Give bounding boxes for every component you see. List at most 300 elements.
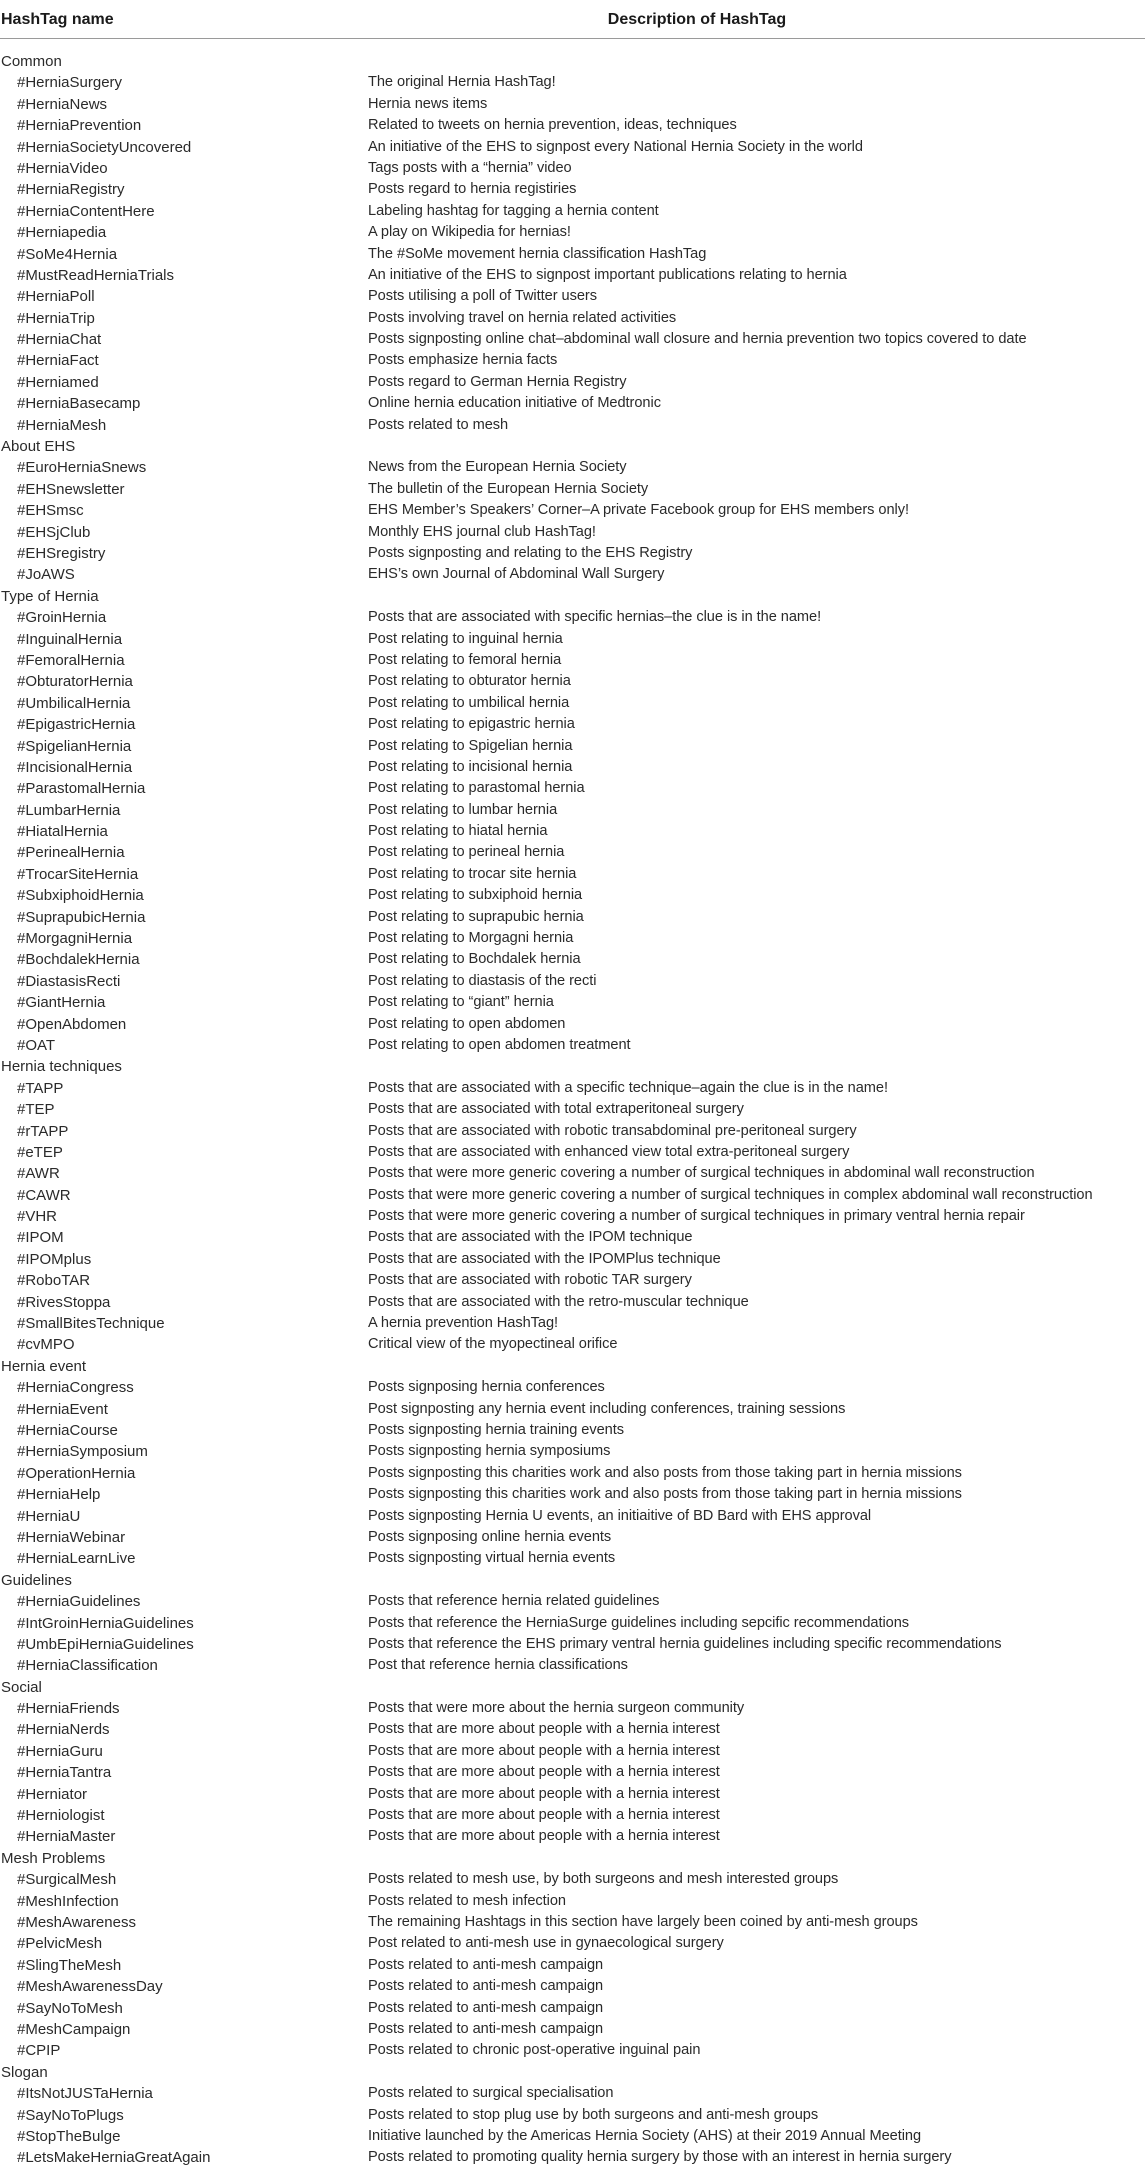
table-body	[0, 51, 1145, 2169]
category-empty-cell	[369, 1677, 1145, 1698]
hashtag-name: #SayNoToPlugs	[17, 2106, 124, 2124]
category-label: Slogan	[1, 2063, 48, 2081]
hashtag-description: Posts related to promoting quality hernia surgery by those with an interest in hernia surgery	[368, 2149, 952, 2166]
table-row	[0, 137, 1145, 158]
category-empty-cell	[369, 436, 1145, 457]
hashtag-description: A hernia prevention HashTag!	[368, 1315, 559, 1332]
hashtag-name: #IntGroinHerniaGuidelines	[17, 1614, 194, 1632]
hashtag-description: The bulletin of the European Hernia Society	[368, 480, 649, 497]
hashtag-name: #HerniaGuru	[17, 1742, 103, 1760]
hashtag-description: Posts that were more generic covering a number of surgical techniques in complex abdominal wall reconstruction	[368, 1186, 1093, 1203]
table-row	[0, 714, 1145, 735]
hashtag-name: #HerniaSymposium	[17, 1443, 148, 1461]
hashtag-name: #StopTheBulge	[17, 2127, 121, 2145]
table-row	[0, 693, 1145, 714]
table-row	[0, 1377, 1145, 1398]
hashtag-name: #HerniaCourse	[17, 1422, 118, 1439]
table-row	[0, 992, 1145, 1013]
hashtag-description: Post relating to epigastric hernia	[368, 716, 575, 733]
table-row	[0, 500, 1145, 521]
category-empty-cell	[369, 51, 1145, 72]
hashtag-name: #VHR	[17, 1208, 58, 1226]
hashtag-name: #HerniaFriends	[17, 1700, 120, 1718]
category-row	[0, 51, 1145, 72]
table-row	[0, 1548, 1145, 1569]
table-header	[0, 0, 1145, 39]
hashtag-description: Post relating to Morgagni hernia	[368, 930, 574, 947]
hashtag-description: Posts that were more generic covering a number of surgical techniques in abdominal wall reconstruction	[368, 1165, 1035, 1182]
hashtag-name: #IncisionalHernia	[17, 758, 133, 776]
table-row	[0, 1227, 1145, 1248]
table-row	[0, 350, 1145, 371]
hashtag-name: #CAWR	[17, 1186, 71, 1204]
hashtag-description: Posts utilising a poll of Twitter users	[368, 288, 597, 305]
hashtag-name: #HiatalHernia	[17, 823, 108, 841]
table-row	[0, 800, 1145, 821]
hashtag-description: Posts that are associated with total extraperitoneal surgery	[368, 1101, 744, 1118]
table-row	[0, 1826, 1145, 1847]
table-row	[0, 1762, 1145, 1783]
hashtag-description: Posts that are more about people with a hernia interest	[368, 1828, 720, 1845]
table-row	[0, 1976, 1145, 1997]
header-description: Description of HashTag	[607, 11, 787, 28]
table-row	[0, 928, 1145, 949]
table-row	[0, 2083, 1145, 2104]
hashtag-name: #SubxiphoidHernia	[17, 887, 144, 905]
hashtag-description: Post relating to umbilical hernia	[368, 694, 570, 711]
table-row	[0, 821, 1145, 842]
hashtag-description: Post relating to parastomal hernia	[368, 780, 585, 797]
hashtag-description: Posts related to surgical specialisation	[368, 2085, 614, 2102]
category-label: Hernia event	[1, 1357, 87, 1375]
hashtag-description: An initiative of the EHS to signpost every National Hernia Society in the world	[368, 138, 863, 155]
hashtag-name: #IPOM	[17, 1229, 64, 1247]
table-row	[0, 479, 1145, 500]
table-row	[0, 1399, 1145, 1420]
hashtag-description: Posts that reference hernia related guidelines	[368, 1593, 660, 1610]
table-row	[0, 1698, 1145, 1719]
hashtag-description: Posts that reference the HerniaSurge guidelines including sepcific recommendations	[368, 1614, 910, 1631]
hashtag-name: #HerniaSurgery	[17, 74, 123, 92]
table-row	[0, 1719, 1145, 1740]
table-row	[0, 607, 1145, 628]
hashtag-description: EHS Member’s Speakers’ Corner–A private Facebook group for EHS members only!	[368, 502, 910, 519]
hashtag-name: #CPIP	[17, 2042, 61, 2060]
category-empty-cell	[369, 1570, 1145, 1591]
hashtag-description: Posts regard to hernia registiries	[368, 181, 577, 198]
hashtag-name: #HerniaNerds	[17, 1721, 110, 1739]
category-row	[0, 586, 1145, 607]
hashtag-description: Post relating to hiatal hernia	[368, 823, 548, 840]
hashtag-description: Post relating to Bochdalek hernia	[368, 951, 581, 968]
hashtag-name: #SoMe4Hernia	[17, 245, 118, 263]
hashtag-name: #LumbarHernia	[17, 801, 121, 819]
hashtag-name: #SayNoToMesh	[17, 1999, 123, 2017]
hashtag-name: #EHSmsc	[17, 502, 84, 520]
hashtag-description: Posts signposing online hernia events	[368, 1528, 612, 1545]
hashtag-description: Post relating to inguinal hernia	[368, 630, 563, 647]
table-row	[0, 1998, 1145, 2019]
category-row	[0, 1056, 1145, 1077]
table-row	[0, 72, 1145, 93]
hashtag-name: #GiantHernia	[17, 994, 106, 1012]
hashtag-name: #DiastasisRecti	[17, 972, 121, 990]
table-row	[0, 2105, 1145, 2126]
table-row	[0, 778, 1145, 799]
hashtag-name: #HerniaPrevention	[17, 117, 142, 135]
hashtag-name: #Herniologist	[17, 1807, 105, 1825]
hashtag-description: Posts related to chronic post-operative inguinal pain	[368, 2042, 701, 2059]
table-row	[0, 1099, 1145, 1120]
hashtag-description: Posts that are associated with the IPOMPlus technique	[368, 1250, 721, 1267]
table-row	[0, 1035, 1145, 1056]
table-row	[0, 650, 1145, 671]
hashtag-description: Posts that are more about people with a hernia interest	[368, 1742, 720, 1759]
hashtag-name: #HerniaRegistry	[17, 181, 125, 199]
hashtag-name: #SmallBitesTechnique	[17, 1315, 165, 1333]
hashtag-name: #GroinHernia	[17, 609, 107, 627]
table-row	[0, 842, 1145, 863]
hashtag-name: #EuroHerniaSnews	[17, 459, 147, 477]
category-label: Mesh Problems	[1, 1849, 106, 1867]
hashtag-description: Post relating to diastasis of the recti	[368, 972, 597, 989]
category-empty-cell	[369, 586, 1145, 607]
hashtag-name: #HerniaMesh	[17, 416, 107, 434]
hashtag-description: Posts related to anti-mesh campaign	[368, 1978, 604, 1995]
hashtag-description: Posts that are associated with a specific technique–again the clue is in the name!	[368, 1079, 888, 1096]
table-row	[0, 1784, 1145, 1805]
hashtag-name: #HerniaVideo	[17, 159, 108, 177]
hashtag-description: Post relating to perineal hernia	[368, 844, 565, 861]
table-row	[0, 1441, 1145, 1462]
table-row	[0, 1292, 1145, 1313]
table-row	[0, 522, 1145, 543]
table-row	[0, 158, 1145, 179]
hashtag-description: Posts that are more about people with a hernia interest	[368, 1721, 720, 1738]
category-empty-cell	[369, 1848, 1145, 1869]
hashtag-description: A play on Wikipedia for hernias!	[368, 224, 571, 241]
table-row	[0, 308, 1145, 329]
hashtag-name: #Herniator	[17, 1785, 88, 1803]
hashtag-name: #MustReadHerniaTrials	[17, 266, 175, 284]
table-row	[0, 1613, 1145, 1634]
table-row	[0, 1270, 1145, 1291]
hashtag-description: Posts related to mesh	[368, 416, 509, 433]
hashtag-name: #rTAPP	[17, 1122, 69, 1140]
table-row	[0, 2019, 1145, 2040]
hashtag-name: #HerniaClassification	[17, 1657, 158, 1675]
table-row	[0, 1634, 1145, 1655]
table-row	[0, 1869, 1145, 1890]
category-row	[0, 1356, 1145, 1377]
hashtag-name: #ObturatorHernia	[17, 673, 133, 691]
hashtag-description: Posts signposting Hernia U events, an initiaitive of BD Bard with EHS approval	[368, 1507, 872, 1524]
hashtag-name: #RivesStoppa	[17, 1293, 111, 1311]
hashtag-name: #ItsNotJUSTaHernia	[17, 2085, 153, 2103]
table-row	[0, 1420, 1145, 1441]
hashtag-description: The #SoMe movement hernia classification HashTag	[368, 245, 707, 262]
hashtag-name: #IPOMplus	[17, 1250, 92, 1268]
hashtag-description: Posts that are associated with the IPOM technique	[368, 1229, 693, 1246]
hashtag-name: #SuprapubicHernia	[17, 908, 146, 926]
hashtag-name: #EHSregistry	[17, 544, 106, 562]
hashtag-description: Related to tweets on hernia prevention, ideas, techniques	[368, 117, 737, 134]
table-row	[0, 949, 1145, 970]
table-row	[0, 2147, 1145, 2168]
hashtag-name: #HerniaFact	[17, 352, 99, 370]
table-row	[0, 907, 1145, 928]
hashtag-description: Posts that are associated with robotic TAR surgery	[368, 1272, 692, 1289]
table-row	[0, 1891, 1145, 1912]
hashtag-description: Posts related to mesh use, by both surgeons and mesh interested groups	[368, 1871, 839, 1888]
hashtag-name: #HerniaChat	[17, 331, 102, 349]
hashtag-name: #EpigastricHernia	[17, 716, 136, 734]
header-hashtag-name: HashTag name	[1, 11, 114, 28]
hashtag-description: Post relating to subxiphoid hernia	[368, 887, 583, 904]
hashtag-description: Posts signposting and relating to the EHS Registry	[368, 544, 693, 561]
hashtag-description: Online hernia education initiative of Medtronic	[368, 395, 661, 412]
hashtag-description: Posts involving travel on hernia related activities	[368, 309, 677, 326]
hashtag-name: #HerniaBasecamp	[17, 395, 141, 413]
hashtag-description: Posts signposting this charities work and also posts from those taking part in hernia missions	[368, 1486, 962, 1503]
hashtag-description: Tags posts with a “hernia” video	[368, 159, 572, 176]
hashtag-name: #SlingTheMesh	[17, 1956, 122, 1974]
hashtag-name: #PelvicMesh	[17, 1935, 103, 1953]
table-row	[0, 393, 1145, 414]
table-row	[0, 736, 1145, 757]
hashtag-name: #FemoralHernia	[17, 651, 125, 669]
hashtag-name: #AWR	[17, 1165, 60, 1183]
hashtag-description: Post relating to incisional hernia	[368, 758, 573, 775]
category-label: Common	[1, 53, 62, 70]
hashtag-name: #HerniaEvent	[17, 1400, 108, 1418]
table-row	[0, 1955, 1145, 1976]
hashtag-name: #cvMPO	[17, 1336, 75, 1354]
hashtag-description: Post relating to Spigelian hernia	[368, 737, 573, 754]
hashtag-description: Posts that are more about people with a hernia interest	[368, 1764, 720, 1781]
hashtag-description: Post that reference hernia classifications	[368, 1657, 628, 1674]
hashtag-description: Post relating to open abdomen treatment	[368, 1036, 631, 1053]
hashtag-name: #HerniaHelp	[17, 1486, 101, 1504]
table-row	[0, 1933, 1145, 1954]
hashtag-name: #JoAWS	[17, 566, 75, 584]
hashtag-description: Post relating to suprapubic hernia	[368, 908, 584, 925]
hashtag-name: #ParastomalHernia	[17, 780, 146, 798]
hashtag-name: #HerniaCongress	[17, 1379, 134, 1397]
table-row	[0, 222, 1145, 243]
table-row	[0, 2126, 1145, 2147]
hashtag-name: #RoboTAR	[17, 1272, 91, 1290]
hashtag-name: #OperationHernia	[17, 1464, 136, 1482]
table-row	[0, 1121, 1145, 1142]
table-row	[0, 1142, 1145, 1163]
hashtag-name: #HerniaLearnLive	[17, 1550, 136, 1568]
table-row	[0, 757, 1145, 778]
category-label: Type of Hernia	[1, 587, 99, 605]
hashtag-description: Posts that are associated with enhanced view total extra-peritoneal surgery	[368, 1143, 850, 1160]
hashtag-name: #HerniaSocietyUncovered	[17, 138, 192, 156]
hashtag-name: #SurgicalMesh	[17, 1871, 117, 1889]
hashtag-name: #TAPP	[17, 1079, 64, 1097]
hashtag-name: #SpigelianHernia	[17, 737, 132, 755]
table-row	[0, 671, 1145, 692]
table-row	[0, 1484, 1145, 1505]
hashtag-description: News from the European Hernia Society	[368, 459, 627, 476]
table-row	[0, 2040, 1145, 2061]
hashtag-description: Post relating to obturator hernia	[368, 673, 571, 690]
hashtag-description: Posts that are associated with specific hernias–the clue is in the name!	[368, 609, 822, 626]
hashtag-name: #UmbilicalHernia	[17, 694, 131, 712]
hashtag-name: #HerniaTantra	[17, 1764, 112, 1782]
hashtag-description: Posts signposting hernia symposiums	[368, 1443, 611, 1460]
hashtag-description: Post related to anti-mesh use in gynaecological surgery	[368, 1935, 724, 1952]
table-row	[0, 372, 1145, 393]
category-label: Hernia techniques	[1, 1058, 122, 1076]
hashtag-description: EHS’s own Journal of Abdominal Wall Surgery	[368, 566, 665, 583]
table-row	[0, 971, 1145, 992]
hashtag-name: #LetsMakeHerniaGreatAgain	[17, 2149, 211, 2167]
hashtag-name: #HerniaMaster	[17, 1828, 116, 1846]
hashtag-description: Posts that are associated with the retro-muscular technique	[368, 1293, 749, 1310]
hashtag-description: Posts related to anti-mesh campaign	[368, 1956, 604, 1973]
hashtag-name: #HerniaNews	[17, 95, 108, 113]
table-row	[0, 1463, 1145, 1484]
hashtag-name: #MeshInfection	[17, 1892, 119, 1910]
table-row	[0, 286, 1145, 307]
hashtag-description: An initiative of the EHS to signpost important publications relating to hernia	[368, 266, 847, 283]
hashtag-description: Post relating to open abdomen	[368, 1015, 566, 1032]
hashtag-name: #MeshAwareness	[17, 1913, 136, 1931]
hashtag-description: Posts related to anti-mesh campaign	[368, 1999, 604, 2016]
hashtag-name: #HerniaTrip	[17, 309, 95, 327]
category-row	[0, 2062, 1145, 2083]
table-row	[0, 1163, 1145, 1184]
table-row	[0, 415, 1145, 436]
hashtag-description: Initiative launched by the Americas Hernia Society (AHS) at their 2019 Annual Meeting	[368, 2127, 922, 2144]
hashtag-description: Hernia news items	[368, 95, 488, 112]
table-row	[0, 885, 1145, 906]
table-row	[0, 864, 1145, 885]
hashtag-description: Post relating to “giant” hernia	[368, 994, 554, 1011]
table-row	[0, 1655, 1145, 1676]
table-row	[0, 1334, 1145, 1355]
hashtag-description: The remaining Hashtags in this section have largely been coined by anti-mesh groups	[368, 1913, 918, 1930]
table-row	[0, 329, 1145, 350]
table-row	[0, 1078, 1145, 1099]
category-empty-cell	[369, 1056, 1145, 1077]
table-row	[0, 201, 1145, 222]
table-row	[0, 1741, 1145, 1762]
hashtag-description: Posts related to mesh infection	[368, 1892, 567, 1909]
hashtag-name: #EHSjClub	[17, 523, 91, 541]
hashtag-description: Post relating to trocar site hernia	[368, 865, 577, 882]
hashtag-description: Posts that reference the EHS primary ventral hernia guidelines including specific recommendations	[368, 1635, 1002, 1652]
table-row	[0, 94, 1145, 115]
hashtag-description: Posts signposting virtual hernia events	[368, 1550, 616, 1567]
hashtag-name: #HerniaContentHere	[17, 202, 155, 220]
hashtag-description: Posts regard to German Hernia Registry	[368, 373, 627, 390]
hashtag-name: #HerniaPoll	[17, 288, 95, 306]
table-row	[0, 265, 1145, 286]
hashtag-name: #UmbEpiHerniaGuidelines	[17, 1635, 194, 1653]
table-row	[0, 179, 1145, 200]
hashtag-description: Posts related to anti-mesh campaign	[368, 2020, 604, 2037]
hashtag-description: Posts signposing hernia conferences	[368, 1379, 605, 1396]
table-row	[0, 115, 1145, 136]
hashtag-name: #HerniaU	[17, 1507, 81, 1525]
table-row	[0, 457, 1145, 478]
hashtag-name: #HerniaGuidelines	[17, 1593, 141, 1611]
hashtag-name: #HerniaWebinar	[17, 1528, 126, 1546]
hashtag-name: #Herniamed	[17, 373, 99, 391]
hashtag-name: #OAT	[17, 1036, 56, 1054]
table-row	[0, 1206, 1145, 1227]
table-row	[0, 543, 1145, 564]
table-row	[0, 1313, 1145, 1334]
hashtag-name: #MeshAwarenessDay	[17, 1978, 163, 1996]
hashtag-name: #EHSnewsletter	[17, 480, 125, 498]
category-row	[0, 1848, 1145, 1869]
hashtag-description: Posts signposting this charities work and also posts from those taking part in hernia missions	[368, 1464, 962, 1481]
hashtag-description: Post relating to lumbar hernia	[368, 801, 558, 818]
table-row	[0, 1506, 1145, 1527]
hashtag-description: Monthly EHS journal club HashTag!	[368, 523, 596, 540]
hashtag-description: Posts that are associated with robotic transabdominal pre-peritoneal surgery	[368, 1122, 857, 1139]
table-row	[0, 1249, 1145, 1270]
hashtag-name: #TEP	[17, 1101, 55, 1119]
hashtag-description: Posts signposting online chat–abdominal wall closure and hernia prevention two topics covered to date	[368, 331, 1027, 348]
table-row	[0, 1185, 1145, 1206]
category-row	[0, 1570, 1145, 1591]
category-empty-cell	[369, 1356, 1145, 1377]
category-empty-cell	[369, 2062, 1145, 2083]
table-row	[0, 629, 1145, 650]
category-row	[0, 1677, 1145, 1698]
hashtag-name: #MeshCampaign	[17, 2020, 131, 2038]
table-row	[0, 244, 1145, 265]
hashtag-description: Posts that were more about the hernia surgeon community	[368, 1700, 745, 1717]
hashtag-description: Posts emphasize hernia facts	[368, 352, 558, 369]
hashtag-description: Post signposting any hernia event including conferences, training sessions	[368, 1400, 846, 1417]
hashtag-name: #MorgagniHernia	[17, 930, 133, 948]
category-row	[0, 436, 1145, 457]
hashtag-name: #TrocarSiteHernia	[17, 865, 139, 883]
table-row	[0, 564, 1145, 585]
hashtag-name: #OpenAbdomen	[17, 1015, 127, 1033]
table-row	[0, 1014, 1145, 1035]
hashtag-description: Critical view of the myopectineal orifice	[368, 1336, 618, 1353]
hashtag-description: The original Hernia HashTag!	[368, 74, 556, 91]
table-row	[0, 1591, 1145, 1612]
hashtag-name: #eTEP	[17, 1143, 63, 1161]
hashtag-name: #BochdalekHernia	[17, 951, 140, 969]
hashtag-name: #PerinealHernia	[17, 844, 125, 862]
category-label: Social	[1, 1678, 42, 1696]
hashtag-description: Posts that were more generic covering a number of surgical techniques in primary ventral hernia repair	[368, 1208, 1025, 1225]
table-row	[0, 1805, 1145, 1826]
hashtag-description: Labeling hashtag for tagging a hernia content	[368, 202, 659, 219]
hashtag-name: #InguinalHernia	[17, 630, 123, 648]
category-label: Guidelines	[1, 1571, 72, 1589]
category-label: About EHS	[1, 438, 76, 456]
hashtag-description: Posts that are more about people with a hernia interest	[368, 1807, 720, 1824]
hashtag-description: Posts that are more about people with a hernia interest	[368, 1785, 720, 1802]
hashtag-name: #Herniapedia	[17, 224, 107, 242]
hashtag-description: Post relating to femoral hernia	[368, 651, 562, 668]
table-row	[0, 1527, 1145, 1548]
hashtag-description: Posts signposting hernia training events	[368, 1422, 624, 1438]
table-row	[0, 1912, 1145, 1933]
